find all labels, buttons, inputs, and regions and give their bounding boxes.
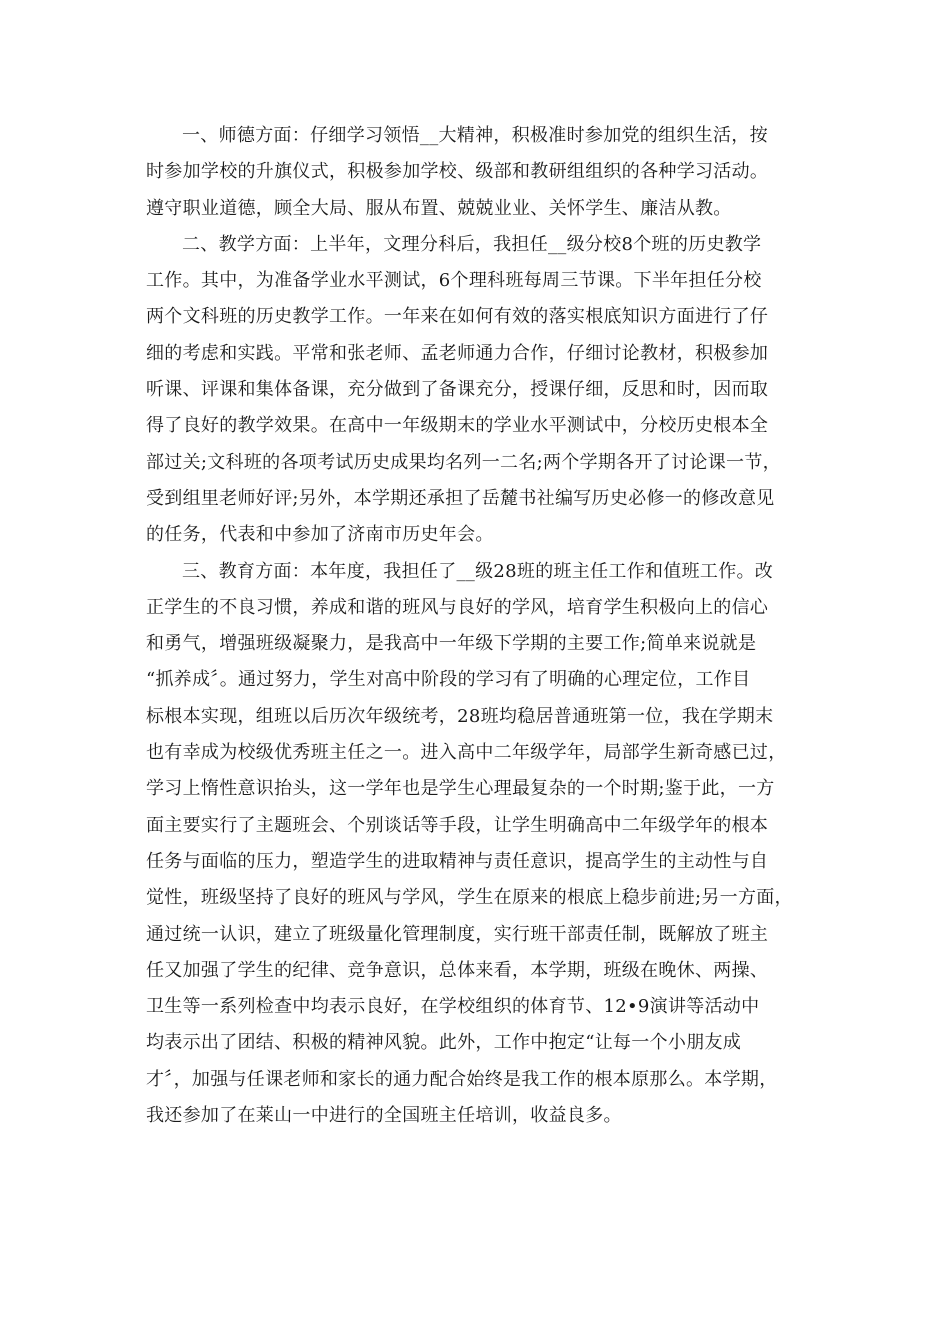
text-line: 和勇气，增强班级凝聚力，是我高中一年级下学期的主要工作;简单来说就是 — [146, 633, 757, 655]
document-body — [146, 118, 821, 1134]
text-line: 才〞，加强与任课老师和家长的通力配合始终是我工作的根本原那么。本学期， — [146, 1068, 778, 1090]
text-line: “抓养成〞。通过努力，学生对高中阶段的学习有了明确的心理定位，工作目 — [146, 669, 751, 691]
text-line: 面主要实行了主题班会、个别谈话等手段，让学生明确高中二年级学年的根本 — [146, 814, 769, 836]
text-line: 的任务，代表和中参加了济南市历史年会。 — [146, 524, 494, 546]
text-line: 三、教育方面：本年度，我担任了__级28班的班主任工作和值班工作。改 — [182, 560, 774, 582]
text-line: 细的考虑和实践。平常和张老师、孟老师通力合作，仔细讨论教材，积极参加 — [146, 342, 769, 364]
text-line: 受到组里老师好评;另外，本学期还承担了岳麓书社编写历史必修一的修改意见 — [146, 487, 775, 509]
text-line: 学习上惰性意识抬头，这一学年也是学生心理最复杂的一个时期;鉴于此，一方 — [146, 778, 775, 800]
text-line: 觉性，班级坚持了良好的班风与学风，学生在原来的根底上稳步前进;另一方面， — [146, 887, 793, 909]
text-line: 标根本实现，组班以后历次年级统考，28班均稳居普通班第一位，我在学期末 — [146, 705, 774, 727]
text-line: 卫生等一系列检查中均表示良好，在学校组织的体育节、12•9演讲等活动中 — [146, 996, 760, 1018]
text-line: 遵守职业道德，顾全大局、服从布置、兢兢业业、关怀学生、廉洁从教。 — [146, 197, 732, 219]
text-line: 听课、评课和集体备课，充分做到了备课充分，授课仔细，反思和时，因而取 — [146, 379, 769, 401]
text-line: 一、师德方面：仔细学习领悟__大精神，积极准时参加党的组织生活，按 — [182, 125, 768, 146]
text-line: 部过关;文科班的各项考试历史成果均名列一二名;两个学期各开了讨论课一节， — [146, 451, 781, 473]
text-line: 二、教学方面：上半年，文理分科后，我担任__级分校8个班的历史教学 — [182, 233, 762, 255]
text-line: 也有幸成为校级优秀班主任之一。进入高中二年级学年，局部学生新奇感已过， — [146, 742, 787, 764]
text-line: 得了良好的教学效果。在高中一年级期末的学业水平测试中，分校历史根本全 — [146, 415, 769, 437]
text-line: 两个文科班的历史教学工作。一年来在如何有效的落实根底知识方面进行了仔 — [146, 306, 769, 328]
text-line: 任又加强了学生的纪律、竞争意识，总体来看，本学期，班级在晚休、两操、 — [146, 959, 769, 981]
text-line: 通过统一认识，建立了班级量化管理制度，实行班干部责任制，既解放了班主 — [146, 923, 769, 945]
paragraph-education — [146, 554, 821, 1135]
text-line: 任务与面临的压力，塑造学生的进取精神与责任意识，提高学生的主动性与自 — [146, 850, 769, 872]
text-line: 工作。其中，为准备学业水平测试，6个理科班每周三节课。下半年担任分校 — [146, 270, 762, 292]
paragraph-teaching — [146, 227, 821, 554]
text-line: 我还参加了在莱山一中进行的全国班主任培训，收益良多。 — [146, 1105, 622, 1127]
text-line: 时参加学校的升旗仪式，积极参加学校、级部和教研组组织的各种学习活动。 — [146, 161, 769, 183]
text-line: 均表示出了团结、积极的精神风貌。此外，工作中抱定“让每一个小朋友成 — [146, 1032, 742, 1054]
text-line: 正学生的不良习惯，养成和谐的班风与良好的学风，培育学生积极向上的信心 — [146, 596, 769, 618]
paragraph-teacher-ethics — [146, 118, 821, 227]
